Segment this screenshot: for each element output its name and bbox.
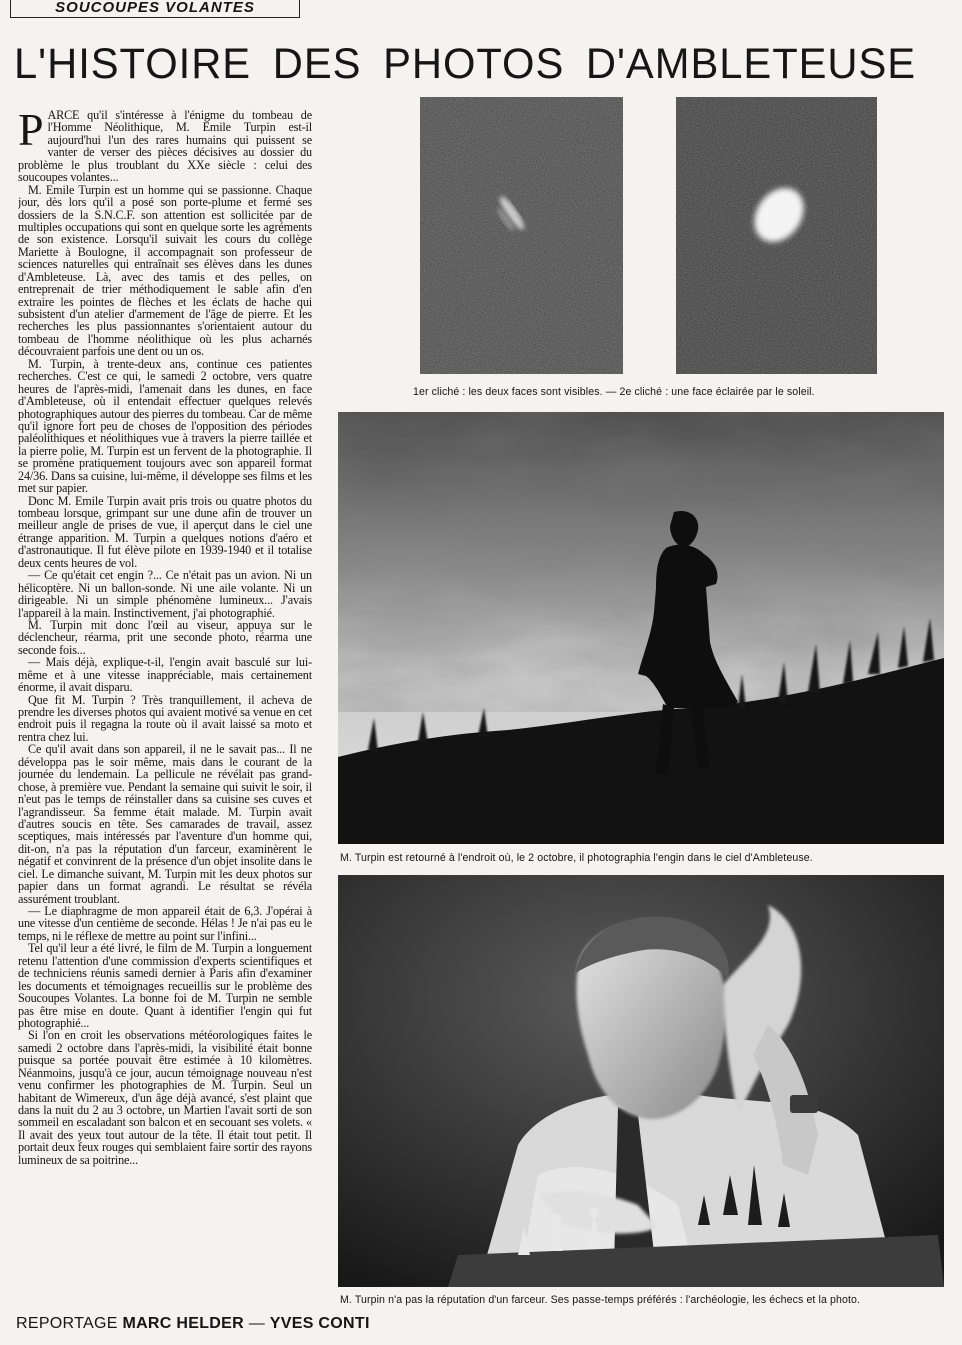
article-body <box>18 109 312 1307</box>
ufo-photo-2 <box>676 97 877 374</box>
body-paragraph: Donc M. Emile Turpin avait pris trois ou quatre photos du tombeau lorsque, grimpant sur une dune afin de trouver un meilleur angle de prises de vue, il aperçut dans le ciel une étrange apparition. M. Turpin a quelques notions d'aéro et d'astronautique. Il fut élève pilote en 1939-1940 et il totalise deux cents heures de vol. <box>18 493 312 570</box>
body-paragraph: — Le diaphragme de mon appareil était de 6,3. J'opérai à une vitesse d'un centième de seconde. Hélas ! Je n'ai pas eu le temps, ni le réflexe de mettre au point sur l'infini... <box>18 904 312 943</box>
body-paragraph: — Mais déjà, explique-t-il, l'engin avait basculé sur lui-même et à une vitesse inappréciable, mais certainement énorme, il avait disparu. <box>18 655 312 695</box>
body-paragraph: — Ce qu'était cet engin ?... Ce n'était pas un avion. Ni un hélicoptère. Ni un ballon-sonde. Ni une aile volante. Ni un dirigeable. Ni un simple phénomène lumineux... J'avais l'appareil à la main. Instinctivement, j'ai photographié. <box>18 568 312 620</box>
caption-chess-photo: M. Turpin n'a pas la réputation d'un farceur. Ses passe-temps préférés : l'archéologie, les échecs et la photo. <box>340 1294 861 1306</box>
byline <box>16 1313 396 1335</box>
chess-portrait-photo <box>338 875 944 1287</box>
lead-paragraph-text: ARCE qu'il s'intéresse à l'énigme du tombeau de l'Homme Néolithique, M. Emile Turpin est-il aujourd'hui l'un des rares humains qui puissent se vanter de verser des pièces décisives au dossier du problème le plus troublant du XXe siècle : celui des soucoupes volantes... <box>18 109 312 185</box>
byline-label: REPORTAGE <box>16 1315 118 1332</box>
body-paragraph: M. Turpin mit donc l'œil au viseur, appuya sur le déclencheur, réarma, prit une seconde photo, réarma une seconde fois... <box>18 617 312 657</box>
byline-author-2: YVES CONTI <box>269 1315 370 1332</box>
section-rubric: SOUCOUPES VOLANTES <box>10 0 300 18</box>
body-paragraph: Ce qu'il avait dans son appareil, il ne le savait pas... Il ne développa pas le soir même, mais dans le courant de la journée du lendemain. La pellicule ne révélait pas grand-chose, à première vue. Pendant la semaine qui suivit le soir, il n'eut pas le temps de réinstaller dans sa cuisine ses cuves et l'agrandisseur. Sa femme était malade. M. Turpin avait d'autres soucis en tête. Ses camarades de travail, assez sceptiques, mais intéressés par l'aventure d'un homme qui, dit-on, n'a pas la réputation d'un farceur, examinèrent le négatif et convinrent de la présence d'un objet insolite dans le ciel. Le dimanche suivant, M. Turpin mit les deux photos sur papier dans un format agrandi. Le résultat se révéla assurément troublant. <box>18 742 312 906</box>
body-paragraph: Que fit M. Turpin ? Très tranquillement, il acheva de prendre les diverses photos qui avaient motivé sa venue en cet endroit puis il regagna la route où il avait laissé sa moto et rentra chez lui. <box>18 692 312 744</box>
body-paragraph: Tel qu'il leur a été livré, le film de M. Turpin a longuement retenu l'attention d'une commission d'experts scientifiques et de techniciens réunis samedi dernier à Paris afin d'examiner les documents et témoignages recueillis sur le problème des Soucoupes Volantes. La bonne foi de M. Turpin ne semble pas être mise en doute. Quant à identifier l'engin qui fut photographié... <box>18 941 312 1030</box>
dune-silhouette-photo <box>338 412 944 844</box>
lead-paragraph <box>18 109 312 184</box>
caption-ufo-photos: 1er cliché : les deux faces sont visibles. — 2e cliché : une face éclairée par le soleil. <box>413 386 815 398</box>
drop-cap: P <box>18 109 44 155</box>
headline: L'HISTOIRE DES PHOTOS D'AMBLETEUSE <box>14 40 917 88</box>
byline-author-1: MARC HELDER <box>122 1315 244 1332</box>
body-paragraph: M. Emile Turpin est un homme qui se passionne. Chaque jour, dès lors qu'il a posé son porte-plume et fermé ses dossiers de la S.N.C.F. son attention est sollicitée par de multiples occupations qui sont en quelque sorte les agréments de son existence. Lorsqu'il suivait les cours du collège Mariette à Boulogne, il accompagnait son professeur de sciences naturelles qui entraînait ses élèves dans les dunes d'Ambleteuse. Là, avec des tamis et des pelles, on entreprenait de trier méthodiquement le sable afin d'en extraire les pointes de flèches et les éclats de hache qui subsistent d'un atelier d'armement de l'âge de pierre. Et les recherches les plus passionnantes s'orientaient autour du tombeau de l'homme néolithique où les plus acharnés découvraient parfois une dent ou un os. <box>18 182 312 359</box>
caption-dune-photo: M. Turpin est retourné à l'endroit où, le 2 octobre, il photographia l'engin dans le ciel d'Ambleteuse. <box>340 852 813 864</box>
byline-dash: — <box>248 1315 266 1332</box>
ufo-photo-1 <box>420 97 623 374</box>
body-paragraph: Si l'on en croit les observations météorologiques faites le samedi 2 octobre dans l'après-midi, la visibilité était bonne puisque sa portée pouvait être estimée à 10 kilomètres. Néanmoins, jusqu'à ce jour, aucun témoignage nouveau n'est venu confirmer les photographies de M. Turpin. Seul un habitant de Wimereux, d'un âge déjà avancé, s'est plaint que dans la nuit du 2 au 3 octobre, un Martien l'avait sorti de son sommeil en escaladant son balcon et en secouant ses volets. « Il avait des yeux tout autour de la tête. Il était tout petit. Il portait deux feux rouges qui semblaient faire sortir des rayons lumineux de sa poitrine... <box>18 1028 312 1167</box>
body-paragraph: M. Turpin, à trente-deux ans, continue ces patientes recherches. C'est ce qui, le samedi 2 octobre, vers quatre heures de l'après-midi, l'amenait dans les dunes, en face d'Ambleteuse, où il entendait effectuer quelques relevés photographiques autour des pierres du tombeau. Car de même qu'il ignore fort peu de choses de l'opposition des périodes paléolithiques et néolithiques vue à travers la pierre taillée et la pierre polie, M. Turpin est un fervent de la photographie. Il se promène pratiquement toujours avec son appareil format 24/36. Dans sa cuisine, lui-même, il développe ses films et les met sur papier. <box>18 356 312 496</box>
